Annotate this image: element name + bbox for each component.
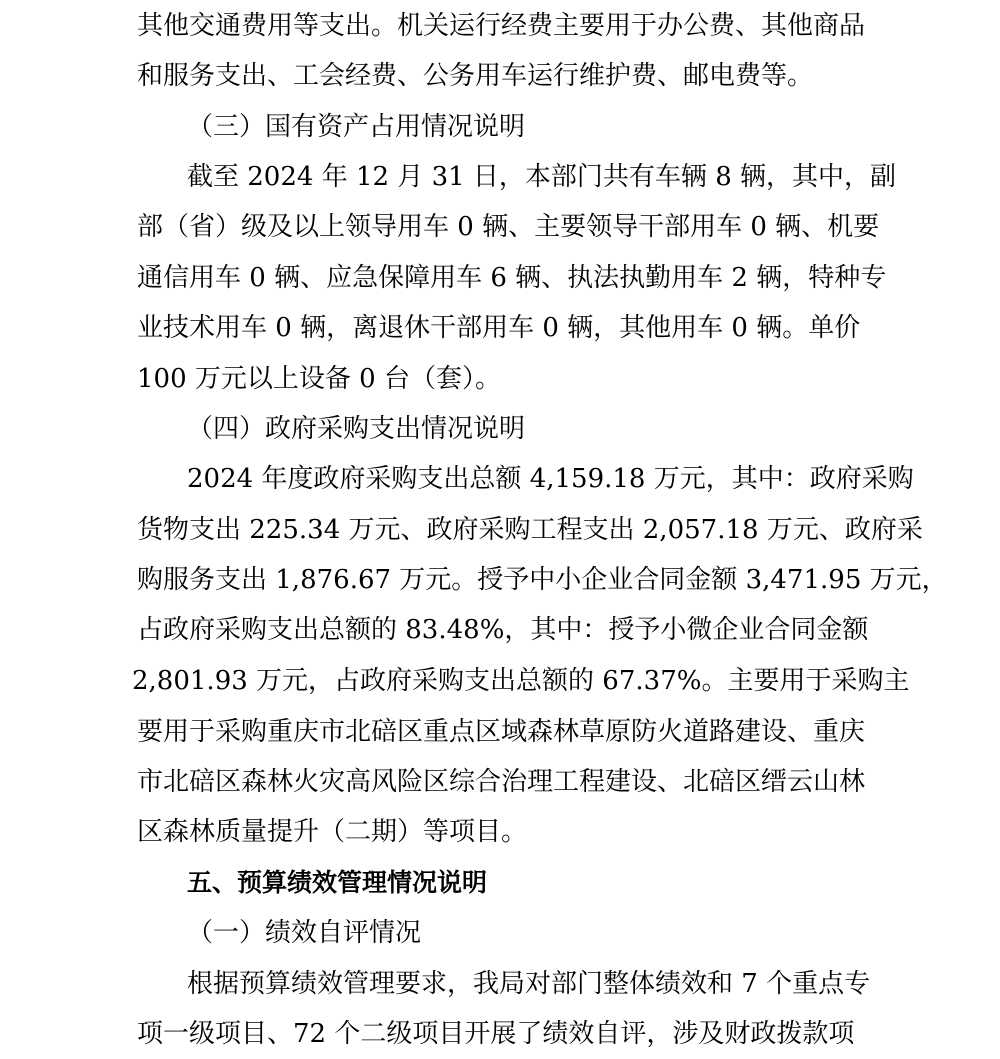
body-text-line: 购服务支出 1,876.67 万元。授予中小企业合同金额 3,471.95 万元， [137,565,948,595]
body-text-line: 根据预算绩效管理要求，我局对部门整体绩效和 7 个重点专 [187,969,871,999]
body-text-line: 要用于采购重庆市北碚区重点区域森林草原防火道路建设、重庆 [137,717,866,747]
body-text-line: 100 万元以上设备 0 台（套）。 [137,364,501,394]
body-text-line: 2,801.93 万元，占政府采购支出总额的 67.37%。主要用于采购主 [132,666,910,696]
body-text-line: 货物支出 225.34 万元、政府采购工程支出 2,057.18 万元、政府采 [137,515,923,545]
body-text-line: 业技术用车 0 辆，离退休干部用车 0 辆，其他用车 0 辆。单价 [137,313,861,343]
body-text-line: 市北碚区森林火灾高风险区综合治理工程建设、北碚区缙云山林 [137,767,866,797]
body-text-line: 区森林质量提升（二期）等项目。 [137,817,528,847]
body-text-line: 部（省）级及以上领导用车 0 辆、主要领导干部用车 0 辆、机要 [137,212,880,242]
section-subheading: （四）政府采购支出情况说明 [187,414,526,444]
section-subheading: （一）绩效自评情况 [187,918,422,948]
section-subheading: （三）国有资产占用情况说明 [187,112,526,142]
body-text-line: 和服务支出、工会经费、公务用车运行维护费、邮电费等。 [137,61,814,91]
body-text-line: 占政府采购支出总额的 83.48%，其中：授予小微企业合同金额 [137,615,869,645]
body-text-line: 项一级项目、72 个二级项目开展了绩效自评，涉及财政拨款项 [137,1019,855,1049]
body-text-line: 截至 2024 年 12 月 31 日，本部门共有车辆 8 辆，其中，副 [187,162,896,192]
body-text-line: 其他交通费用等支出。机关运行经费主要用于办公费、其他商品 [137,11,866,41]
section-heading: 五、预算绩效管理情况说明 [187,868,488,897]
body-text-line: 通信用车 0 辆、应急保障用车 6 辆、执法执勤用车 2 辆，特种专 [137,263,887,293]
body-text-line: 2024 年度政府采购支出总额 4,159.18 万元，其中：政府采购 [187,464,914,494]
